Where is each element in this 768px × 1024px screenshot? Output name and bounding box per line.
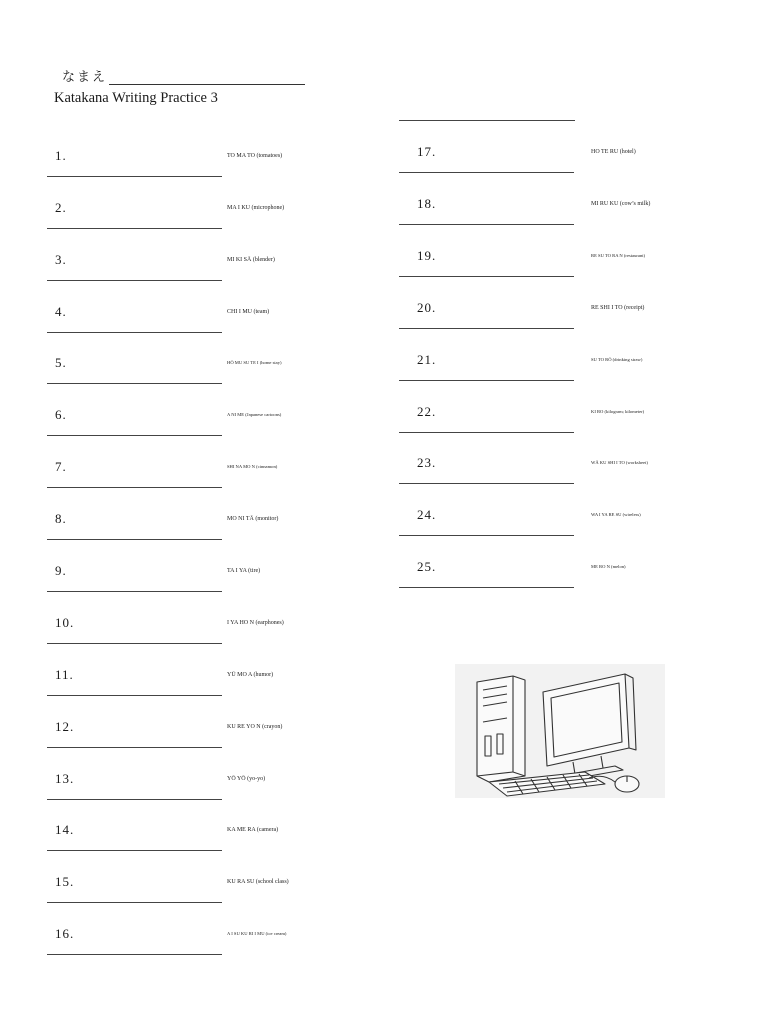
answer-line bbox=[399, 587, 574, 588]
item-number: 13. bbox=[55, 771, 75, 786]
item-prompt: MI KI SĀ (blender) bbox=[227, 257, 275, 263]
answer-line bbox=[47, 695, 222, 696]
item-prompt: HŌ MU SU TE I (home stay) bbox=[227, 360, 282, 365]
name-field bbox=[62, 66, 305, 85]
name-label: なまえ bbox=[62, 70, 108, 85]
item-number: 6. bbox=[55, 407, 67, 422]
item-prompt: KU RA SU (school class) bbox=[227, 879, 289, 885]
item-number: 2. bbox=[55, 200, 67, 215]
answer-line bbox=[47, 539, 222, 540]
answer-line bbox=[47, 228, 222, 229]
item-prompt: MA I KU (microphone) bbox=[227, 205, 285, 211]
item-prompt: WA I YA RE SU (wireless) bbox=[591, 512, 641, 517]
item-number: 18. bbox=[417, 196, 437, 211]
answer-line bbox=[47, 799, 222, 800]
item-prompt: RE SHI I TO (receipt) bbox=[591, 305, 645, 311]
answer-line bbox=[47, 280, 222, 281]
item-prompt: YŪ MO A (humor) bbox=[227, 672, 274, 678]
answer-line-top bbox=[399, 120, 575, 121]
item-number: 4. bbox=[55, 304, 67, 319]
item-prompt: TA I YA (tire) bbox=[227, 568, 261, 574]
item-number: 14. bbox=[55, 822, 75, 837]
item-prompt: RE SU TO RA N (restaurant) bbox=[591, 253, 646, 258]
item-number: 20. bbox=[417, 300, 437, 315]
item-number: 22. bbox=[417, 404, 437, 419]
answer-line bbox=[399, 535, 574, 536]
answer-line bbox=[399, 172, 574, 173]
item-number: 1. bbox=[55, 148, 67, 163]
item-number: 23. bbox=[417, 455, 437, 470]
answer-line bbox=[47, 383, 222, 384]
item-prompt: TO MA TO (tomatoes) bbox=[227, 153, 283, 159]
answer-line bbox=[47, 332, 222, 333]
desktop-computer-icon bbox=[455, 664, 665, 798]
item-prompt: KI RO (kilogram; kilometer) bbox=[591, 409, 645, 414]
item-number: 9. bbox=[55, 563, 67, 578]
answer-line bbox=[399, 380, 574, 381]
item-number: 3. bbox=[55, 252, 67, 267]
item-number: 21. bbox=[417, 352, 437, 367]
item-number: 19. bbox=[417, 248, 437, 263]
worksheet-title: Katakana Writing Practice 3 bbox=[54, 90, 218, 106]
answer-line bbox=[47, 643, 222, 644]
item-prompt: I YA HO N (earphones) bbox=[227, 620, 284, 626]
answer-line bbox=[399, 276, 574, 277]
answer-line bbox=[399, 328, 574, 329]
answer-line bbox=[47, 954, 222, 955]
item-prompt: MO NI TĀ (monitor) bbox=[227, 516, 279, 522]
item-number: 10. bbox=[55, 615, 75, 630]
item-number: 11. bbox=[55, 667, 74, 682]
item-number: 15. bbox=[55, 874, 75, 889]
item-prompt: SU TO RŌ (drinking straw) bbox=[591, 357, 643, 362]
item-prompt: A NI ME (Japanese cartoons) bbox=[227, 412, 282, 417]
item-number: 16. bbox=[55, 926, 75, 941]
name-blank-line bbox=[109, 70, 305, 85]
answer-line bbox=[399, 224, 574, 225]
item-prompt: SHI NA MO N (cinnamon) bbox=[227, 464, 278, 469]
item-prompt: KU RE YO N (crayon) bbox=[227, 724, 283, 730]
item-prompt: HO TE RU (hotel) bbox=[591, 149, 636, 155]
item-prompt: WĀ KU SHI I TO (worksheet) bbox=[591, 460, 648, 465]
item-prompt: KA ME RA (camera) bbox=[227, 827, 279, 833]
item-number: 12. bbox=[55, 719, 75, 734]
item-number: 5. bbox=[55, 355, 67, 370]
answer-line bbox=[47, 747, 222, 748]
item-number: 7. bbox=[55, 459, 67, 474]
answer-line bbox=[47, 591, 222, 592]
item-number: 17. bbox=[417, 144, 437, 159]
answer-line bbox=[47, 902, 222, 903]
answer-line bbox=[47, 487, 222, 488]
answer-line bbox=[47, 850, 222, 851]
item-number: 8. bbox=[55, 511, 67, 526]
answer-line bbox=[399, 432, 574, 433]
item-number: 25. bbox=[417, 559, 437, 574]
item-prompt: ME RO N (melon) bbox=[591, 564, 626, 569]
item-prompt: MI RU KU (cow’s milk) bbox=[591, 201, 651, 207]
answer-line bbox=[47, 176, 222, 177]
item-prompt: YŌ YŌ (yo-yo) bbox=[227, 776, 266, 782]
answer-line bbox=[399, 483, 574, 484]
item-prompt: A I SU KU RI I MU (ice cream) bbox=[227, 931, 287, 936]
item-prompt: CHI I MU (team) bbox=[227, 309, 270, 315]
item-number: 24. bbox=[417, 507, 437, 522]
answer-line bbox=[47, 435, 222, 436]
